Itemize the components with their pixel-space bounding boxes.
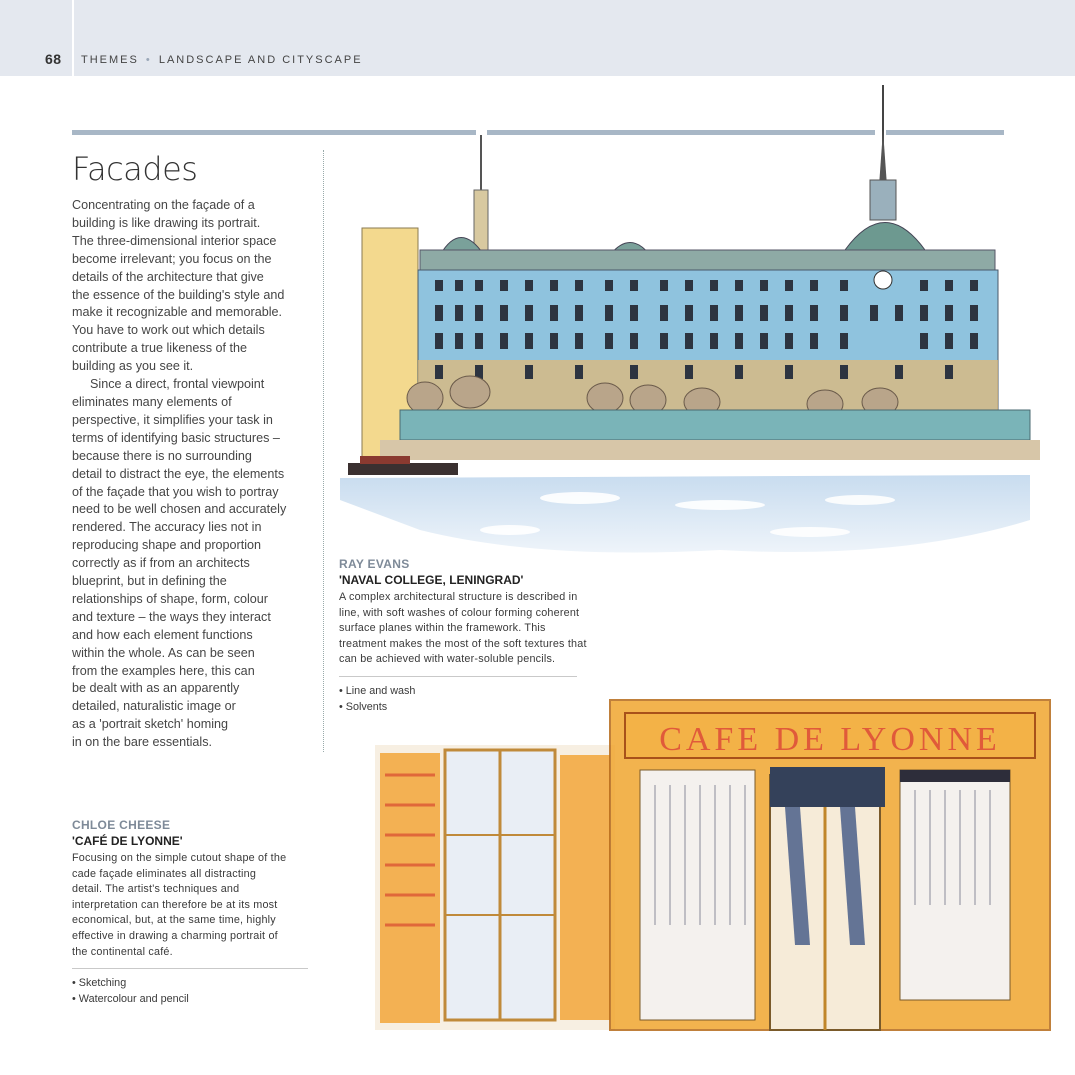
artist-name: CHLOE CHEESE [72, 818, 171, 832]
paragraph-2: Since a direct, frontal viewpoint eliminates many elements of perspective, it simplifies your task in terms of identifying basic structures – because there is no surrounding detail to distract the eye, the elements of the façade that you wish to portray need to be well chosen and accurately rendered. The accuracy lies not in reproducing shape and proportion correctly as if from an architects blueprint, but in defining the relationships of shape, form, colour and texture – the ways they interact and how each element functions within the whole. As can be seen from the examples here, this can be dealt with as an apparently detailed, naturalistic image or as a 'portrait sketch' homing in on the bare essentials. [72, 377, 287, 750]
paragraph-1: Concentrating on the façade of a building is like drawing its portrait. The three-dimensional interior space become irrelevant; you focus on the details of the architecture that give the essence of the building's style and make it recognizable and memorable. You have to work out which details contribute a true likeness of the building as you see it. [72, 198, 285, 374]
header-band [0, 0, 1075, 76]
page-title: Facades [72, 150, 198, 188]
caption-rule [72, 968, 308, 969]
artwork-title: 'CAFÉ DE LYONNE' [72, 834, 183, 848]
page-number: 68 [45, 51, 62, 67]
separator-dot: • [145, 54, 152, 66]
header-divider [72, 0, 74, 76]
artwork-description: Focusing on the simple cutout shape of the cade façade eliminates all distracting detail. The artist's techniques and interpretation can therefore be at its most economical, but, at the same time, highly effective in drawing a charming portrait of the continental café. [72, 852, 287, 958]
artist-name: RAY EVANS [339, 557, 410, 571]
subsection-label: LANDSCAPE AND CITYSCAPE [158, 54, 363, 66]
artwork-description: A complex architectural structure is described in line, with soft washes of colour forming coherent surface planes within the framework. This treatment makes the most of the soft textures that can be achieved with water-soluble pencils. [339, 591, 587, 666]
column-divider [323, 150, 324, 752]
cafe-sign-text: CAFE DE LYONNE [659, 721, 1001, 758]
naval-college-illustration [340, 80, 1040, 570]
technique-item: • Solvents [339, 700, 388, 713]
technique-item: • Watercolour and pencil [72, 992, 189, 1005]
running-head [81, 54, 363, 66]
caption-cafe-de-lyonne [72, 818, 308, 1007]
caption-naval-college [339, 557, 589, 715]
technique-item: • Sketching [72, 977, 127, 990]
technique-item: • Line and wash [339, 684, 416, 697]
cafe-de-lyonne-illustration [355, 695, 1060, 1040]
section-label: THEMES [81, 54, 139, 66]
article-body [72, 197, 322, 752]
artwork-title: 'NAVAL COLLEGE, LENINGRAD' [339, 573, 524, 587]
caption-rule [339, 676, 577, 677]
